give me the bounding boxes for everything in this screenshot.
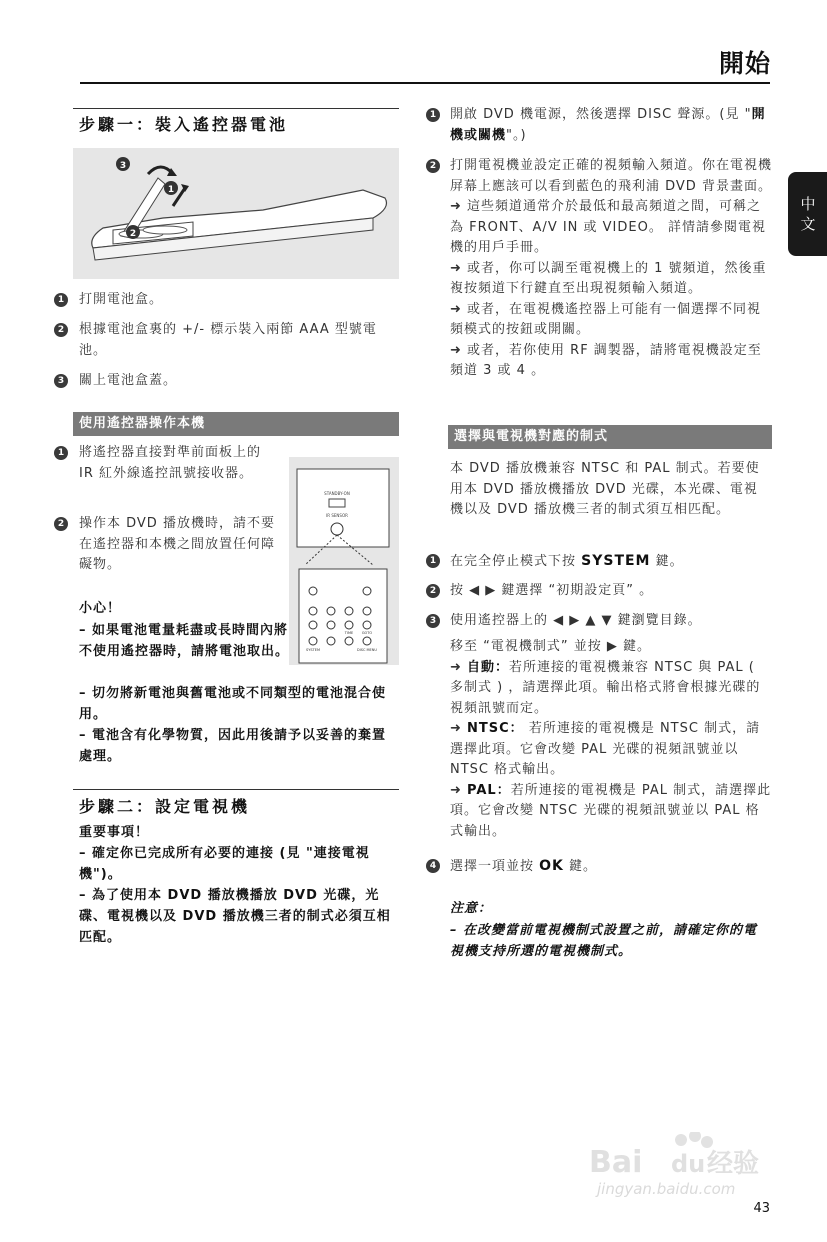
caution-title: 小心！ — [79, 601, 122, 616]
step1-item-3: 關上電池盒蓋。 — [79, 373, 178, 388]
tv-setup-note-1: ➜ 這些頻道通常介於最低和最高頻道之間，可稱之為 FRONT、A/V IN 或 VIDEO。 詳情請參閱電視機的用戶手冊。 — [450, 199, 766, 255]
callout-2: 2 — [129, 229, 137, 239]
baidu-watermark — [583, 1132, 773, 1204]
callout-3: 3 — [119, 161, 127, 171]
tv-setup-step — [450, 156, 772, 382]
option-auto-label: 自動： — [467, 659, 510, 675]
header-rule — [80, 82, 770, 84]
step-number-badge: 2 — [426, 159, 440, 173]
caution-1: – 如果電池電量耗盡或長時間內將不使用遙控器時，請將電池取出。 — [79, 623, 290, 659]
system-step-2: 按 ◀ ▶ 鍵選擇 “初期設定頁” 。 — [450, 583, 654, 598]
use-remote-heading: 使用遙控器操作本機 — [73, 412, 399, 436]
important-2: – 為了使用本 DVD 播放機播放 DVD 光碟，光碟、電視機以及 DVD 播放機三者的制式必須互相匹配。 — [79, 888, 391, 945]
power-on-step — [450, 105, 770, 146]
callout-1: 1 — [167, 185, 175, 195]
watermark-jingyan: 经验 — [707, 1149, 760, 1179]
option-ntsc-text: 若所連接的電視機是 NTSC 制式，請選擇此項。它會改變 PAL 光碟的視頻訊號並以 NTSC 格式輸出。 — [450, 721, 761, 777]
tv-setup-note-4: ➜ 或者，若你使用 RF 調製器，請將電視機設定至頻道 3 或 4 。 — [450, 342, 762, 378]
system-step-1-text: 在完全停止模式下按 — [450, 554, 582, 569]
step-number-badge: 1 — [54, 446, 68, 460]
step-number-badge: 4 — [426, 859, 440, 873]
step-number-badge: 1 — [426, 108, 440, 122]
step-number-badge: 2 — [426, 584, 440, 598]
ok-key-label: OK — [539, 858, 564, 874]
system-step-4 — [450, 856, 770, 878]
tv-system-heading: 選擇與電視機對應的制式 — [448, 425, 772, 449]
important-title: 重要事項！ — [79, 825, 150, 840]
battery-illustration — [73, 148, 399, 279]
option-pal-text: 若所連接的電視機是 PAL 制式，請選擇此項。它會改變 NTSC 光碟的視頻訊號並以 PAL 格式輸出。 — [450, 782, 772, 839]
remote-goto-label: GOTO — [361, 631, 373, 635]
language-tab[interactable] — [788, 172, 827, 256]
step1-item-2: 根據電池盒裏的 +/- 標示裝入兩節 AAA 型號電池。 — [79, 322, 377, 358]
tv-setup-text: 打開電視機並設定正確的視頻輸入頻道。你在電視機屏幕上應該可以看到藍色的飛利浦 DVD 背景畫面。 — [450, 158, 773, 194]
page-title: 開始 — [718, 49, 771, 78]
step-number-badge: 1 — [54, 293, 68, 307]
remote-discmenu-label: DISC MENU — [357, 648, 377, 652]
system-step-4-tail: 鍵。 — [563, 859, 598, 874]
remote-aim-illustration — [289, 457, 399, 665]
note-title: 注意： — [450, 901, 493, 916]
step1-heading: 步驟一：裝入遙控器電池 — [79, 115, 289, 134]
caution-3: – 電池含有化學物質，因此用後請予以妥善的棄置處理。 — [79, 728, 387, 764]
tv-setup-note-3: ➜ 或者，在電視機遙控器上可能有一個選擇不同視頻模式的按鈕或開關。 — [450, 301, 762, 337]
page-number: 43 — [753, 1201, 770, 1216]
power-on-link[interactable]: 開機或關機 — [450, 107, 766, 143]
remote-system-label: SYSTEM — [306, 648, 320, 652]
step-number-badge: 1 — [426, 554, 440, 568]
option-auto-text: 若所連接的電視機兼容 NTSC 與 PAL ( 多制式 ) ，請選擇此項。輸出格式將會根據光碟的視頻訊號而定。 — [450, 659, 761, 716]
system-step-3: 使用遙控器上的 ◀ ▶ ▲ ▼ 鍵瀏覽目錄。 — [450, 613, 702, 628]
step1-item-1: 打開電池盒。 — [79, 292, 164, 307]
step-number-badge: 3 — [426, 614, 440, 628]
use-remote-item-2: 操作本 DVD 播放機時，請不要在遙控器和本機之間放置任何障礙物。 — [79, 516, 276, 572]
option-pal: ➜ PAL：若所連接的電視機是 PAL 制式，請選擇此項。它會改變 NTSC 光碟的視頻訊號並以 PAL 格式輸出。 — [450, 782, 772, 839]
watermark-du: du — [671, 1150, 706, 1178]
option-pal-label: PAL： — [467, 782, 511, 798]
power-on-tail: "。) — [506, 127, 527, 143]
tv-system-intro: 本 DVD 播放機兼容 NTSC 和 PAL 制式。若要使用本 DVD 播放機播放 DVD 光碟，本光碟、電視機以及 DVD 播放機三者的制式須互相匹配。 — [450, 461, 760, 517]
step-number-badge: 2 — [54, 517, 68, 531]
system-key-label: SYSTEM — [581, 553, 651, 569]
watermark-bai: Bai — [589, 1145, 643, 1180]
panel-standby-label: STANDBY-ON — [324, 491, 350, 496]
option-ntsc-label: NTSC： — [467, 721, 524, 736]
option-ntsc: ➜ NTSC： 若所連接的電視機是 NTSC 制式，請選擇此項。它會改變 PAL 光碟的視頻訊號並以 NTSC 格式輸出。 — [450, 721, 761, 777]
step2-heading: 步驟二：設定電視機 — [79, 797, 251, 816]
language-tab-label: 中文 — [800, 195, 816, 233]
use-remote-item-1: 將遙控器直接對準前面板上的 IR 紅外線遙控訊號接收器。 — [79, 445, 262, 481]
important-1: – 確定你已完成所有必要的連接 (見 "連接電視機")。 — [79, 846, 370, 882]
remote-time-label: TIME — [344, 631, 354, 635]
section-rule — [73, 108, 399, 109]
section-rule — [73, 789, 399, 790]
step-number-badge: 2 — [54, 323, 68, 337]
move-to-text: 移至 “電視機制式” 並按 ▶ 鍵。 — [450, 639, 651, 654]
tv-setup-note-2: ➜ 或者，你可以調至電視機上的 1 號頻道，然後重複按頻道下行鍵直至出現視頻輸入頻道。 — [450, 260, 767, 296]
caution-2: – 切勿將新電池與舊電池或不同類型的電池混合使用。 — [79, 686, 387, 722]
step-number-badge: 3 — [54, 374, 68, 388]
power-on-text: 開啟 DVD 機電源，然後選擇 DISC 聲源。(見 " — [450, 107, 752, 122]
watermark-url: jingyan.baidu.com — [597, 1180, 736, 1198]
tv-system-options — [450, 637, 772, 842]
note-text: – 在改變當前電視機制式設置之前，請確定你的電視機支持所選的電視機制式。 — [450, 923, 758, 959]
option-auto: ➜ 自動：若所連接的電視機兼容 NTSC 與 PAL ( 多制式 ) ，請選擇此項。輸出格式將會根據光碟的視頻訊號而定。 — [450, 659, 761, 716]
panel-ir-label: IR SENSOR — [326, 513, 348, 518]
system-step-1 — [450, 551, 770, 573]
system-step-4-text: 選擇一項並按 — [450, 859, 540, 874]
system-step-1-tail: 鍵。 — [650, 554, 684, 569]
